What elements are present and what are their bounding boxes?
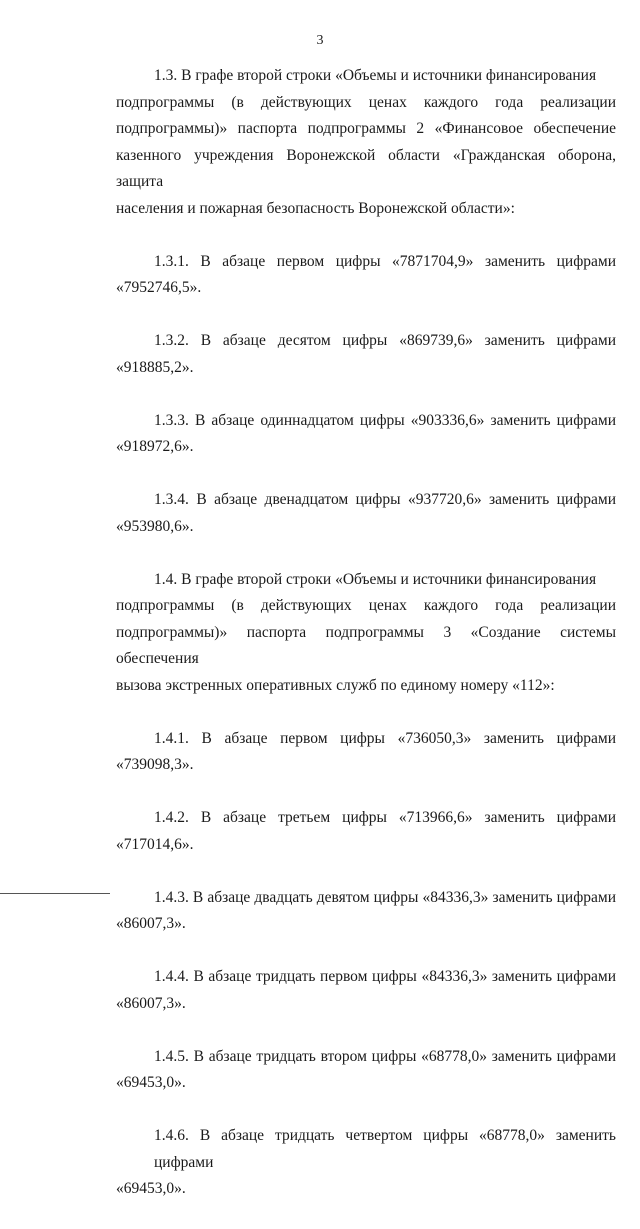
item-line: 1.3.4. В абзаце двенадцатом цифры «937720,6» заменить цифрами bbox=[154, 491, 616, 508]
item-value: «7952746,5». bbox=[116, 279, 202, 296]
item-1-4-5 bbox=[116, 1044, 616, 1097]
item-value: «86007,3». bbox=[116, 994, 186, 1012]
item-value: «69453,0». bbox=[116, 1074, 186, 1091]
item-1-4-1 bbox=[116, 726, 616, 779]
item-line: 1.3.2. В абзаце десятом цифры «869739,6» заменить цифрами bbox=[154, 332, 616, 349]
section-1-4-line-3: подпрограммы)» паспорта подпрограммы 3 «Создание системы обеспечения bbox=[116, 623, 616, 667]
item-value: «739098,3». bbox=[116, 756, 194, 773]
item-line: 1.3.1. В абзаце первом цифры «7871704,9» заменить цифрами bbox=[154, 252, 616, 270]
item-line: 1.4.4. В абзаце тридцать первом цифры «84336,3» заменить цифрами bbox=[154, 968, 616, 985]
item-line: 1.4.6. В абзаце тридцать четвертом цифры «68778,0» заменить цифрами bbox=[154, 1127, 616, 1171]
section-1-4-heading bbox=[116, 567, 616, 700]
section-1-3-line-4: казенного учреждения Воронежской области «Гражданская оборона, защита bbox=[116, 146, 616, 190]
section-1-3-line-3: подпрограммы)» паспорта подпрограммы 2 «Финансовое обеспечение bbox=[116, 120, 616, 137]
footnote-divider bbox=[0, 893, 110, 894]
section-1-3-line-5: населения и пожарная безопасность Воронежской области»: bbox=[116, 199, 515, 217]
section-1-4-line-2: подпрограммы (в действующих ценах каждого года реализации bbox=[116, 597, 616, 614]
item-value: «69453,0». bbox=[116, 1180, 186, 1197]
item-value: «86007,3». bbox=[116, 915, 186, 932]
section-1-4-line-1: 1.4. В графе второй строки «Объемы и источники финансирования bbox=[154, 570, 597, 588]
item-1-3-4 bbox=[116, 487, 616, 540]
item-line: 1.4.5. В абзаце тридцать втором цифры «68778,0» заменить цифрами bbox=[154, 1047, 616, 1065]
page-number: 3 bbox=[316, 33, 324, 48]
section-1-4-line-4: вызова экстренных оперативных служб по единому номеру «112»: bbox=[116, 676, 555, 694]
item-1-4-4 bbox=[116, 964, 616, 1017]
section-1-3-heading bbox=[116, 63, 616, 222]
section-1-3-line-2: подпрограммы (в действующих ценах каждого года реализации bbox=[116, 93, 616, 111]
item-line: 1.4.3. В абзаце двадцать девятом цифры «84336,3» заменить цифрами bbox=[154, 888, 616, 906]
item-1-4-6 bbox=[116, 1123, 616, 1203]
item-1-3-2 bbox=[116, 328, 616, 381]
item-value: «918885,2». bbox=[116, 358, 194, 376]
item-value: «918972,6». bbox=[116, 438, 194, 455]
item-1-4-3 bbox=[116, 885, 616, 938]
item-value: «953980,6». bbox=[116, 517, 194, 535]
item-line: 1.3.3. В абзаце одиннадцатом цифры «903336,6» заменить цифрами bbox=[154, 411, 616, 429]
item-1-3-1 bbox=[116, 249, 616, 302]
section-1-3-line-1: 1.3. В графе второй строки «Объемы и источники финансирования bbox=[154, 67, 597, 84]
item-line: 1.4.2. В абзаце третьем цифры «713966,6» заменить цифрами bbox=[154, 809, 616, 826]
item-1-4-2 bbox=[116, 805, 616, 858]
item-line: 1.4.1. В абзаце первом цифры «736050,3» заменить цифрами bbox=[154, 729, 616, 747]
document-body bbox=[116, 63, 616, 1229]
item-1-3-3 bbox=[116, 408, 616, 461]
item-value: «717014,6». bbox=[116, 835, 194, 853]
